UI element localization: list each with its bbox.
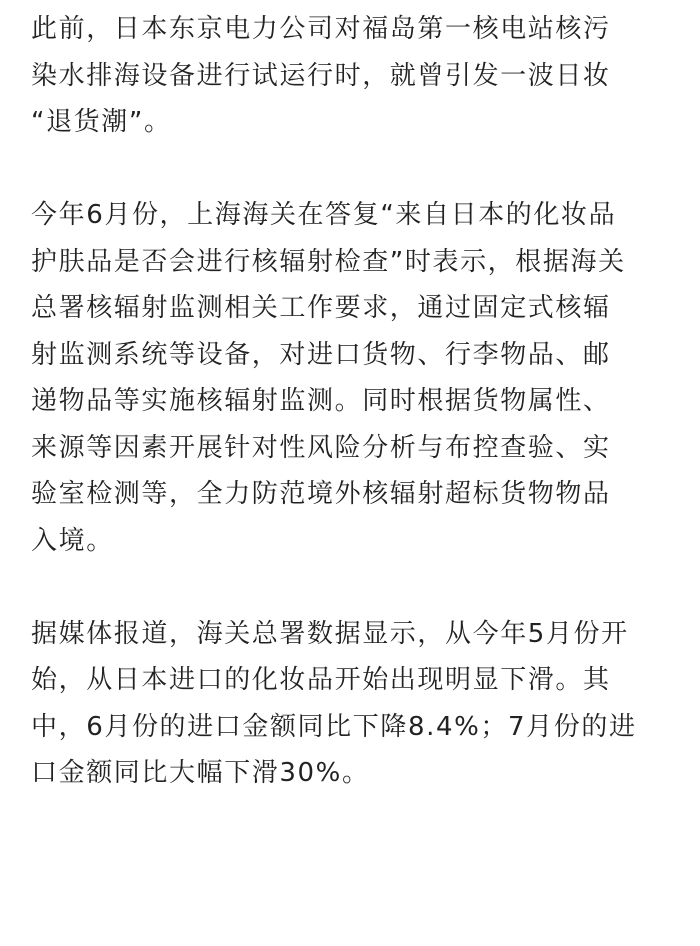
paragraph-2-line-5: 递物品等实施核辐射监测。同时根据货物属性、 bbox=[31, 386, 611, 416]
paragraph-1-line-2: 染水排海设备进行试运行时，就曾引发一波日妆 bbox=[31, 60, 611, 91]
paragraph-spacer bbox=[31, 146, 671, 193]
paragraph-1 bbox=[31, 6, 671, 146]
paragraph-2-line-6: 来源等因素开展针对性风险分析与布控查验、实 bbox=[31, 432, 611, 463]
paragraph-3-line-1: 据媒体报道，海关总署数据显示，从今年5月份开 bbox=[31, 618, 629, 649]
paragraph-spacer bbox=[31, 564, 671, 611]
paragraph-3 bbox=[31, 611, 671, 797]
paragraph-3-line-3: 中，6月份的进口金额同比下降8.4%；7月份的进 bbox=[31, 711, 637, 742]
paragraph-2-line-3: 总署核辐射监测相关工作要求，通过固定式核辐 bbox=[31, 293, 611, 323]
paragraph-2 bbox=[31, 192, 671, 564]
paragraph-1-line-3: “退货潮”。 bbox=[31, 107, 172, 137]
paragraph-2-line-2: 护肤品是否会进行核辐射检查”时表示，根据海关 bbox=[31, 246, 626, 277]
paragraph-2-line-1: 今年6月份，上海海关在答复“来自日本的化妆品 bbox=[31, 200, 617, 230]
paragraph-2-line-7: 验室检测等，全力防范境外核辐射超标货物物品 bbox=[31, 479, 611, 509]
paragraph-1-line-1: 此前，日本东京电力公司对福岛第一核电站核污 bbox=[31, 14, 611, 44]
article-body bbox=[31, 0, 671, 797]
paragraph-3-line-4: 口金额同比大幅下滑30%。 bbox=[31, 758, 370, 788]
paragraph-3-line-2: 始，从日本进口的化妆品开始出现明显下滑。其 bbox=[31, 665, 611, 695]
paragraph-2-line-4: 射监测系统等设备，对进口货物、行李物品、邮 bbox=[31, 339, 611, 370]
paragraph-2-line-8: 入境。 bbox=[31, 525, 114, 556]
